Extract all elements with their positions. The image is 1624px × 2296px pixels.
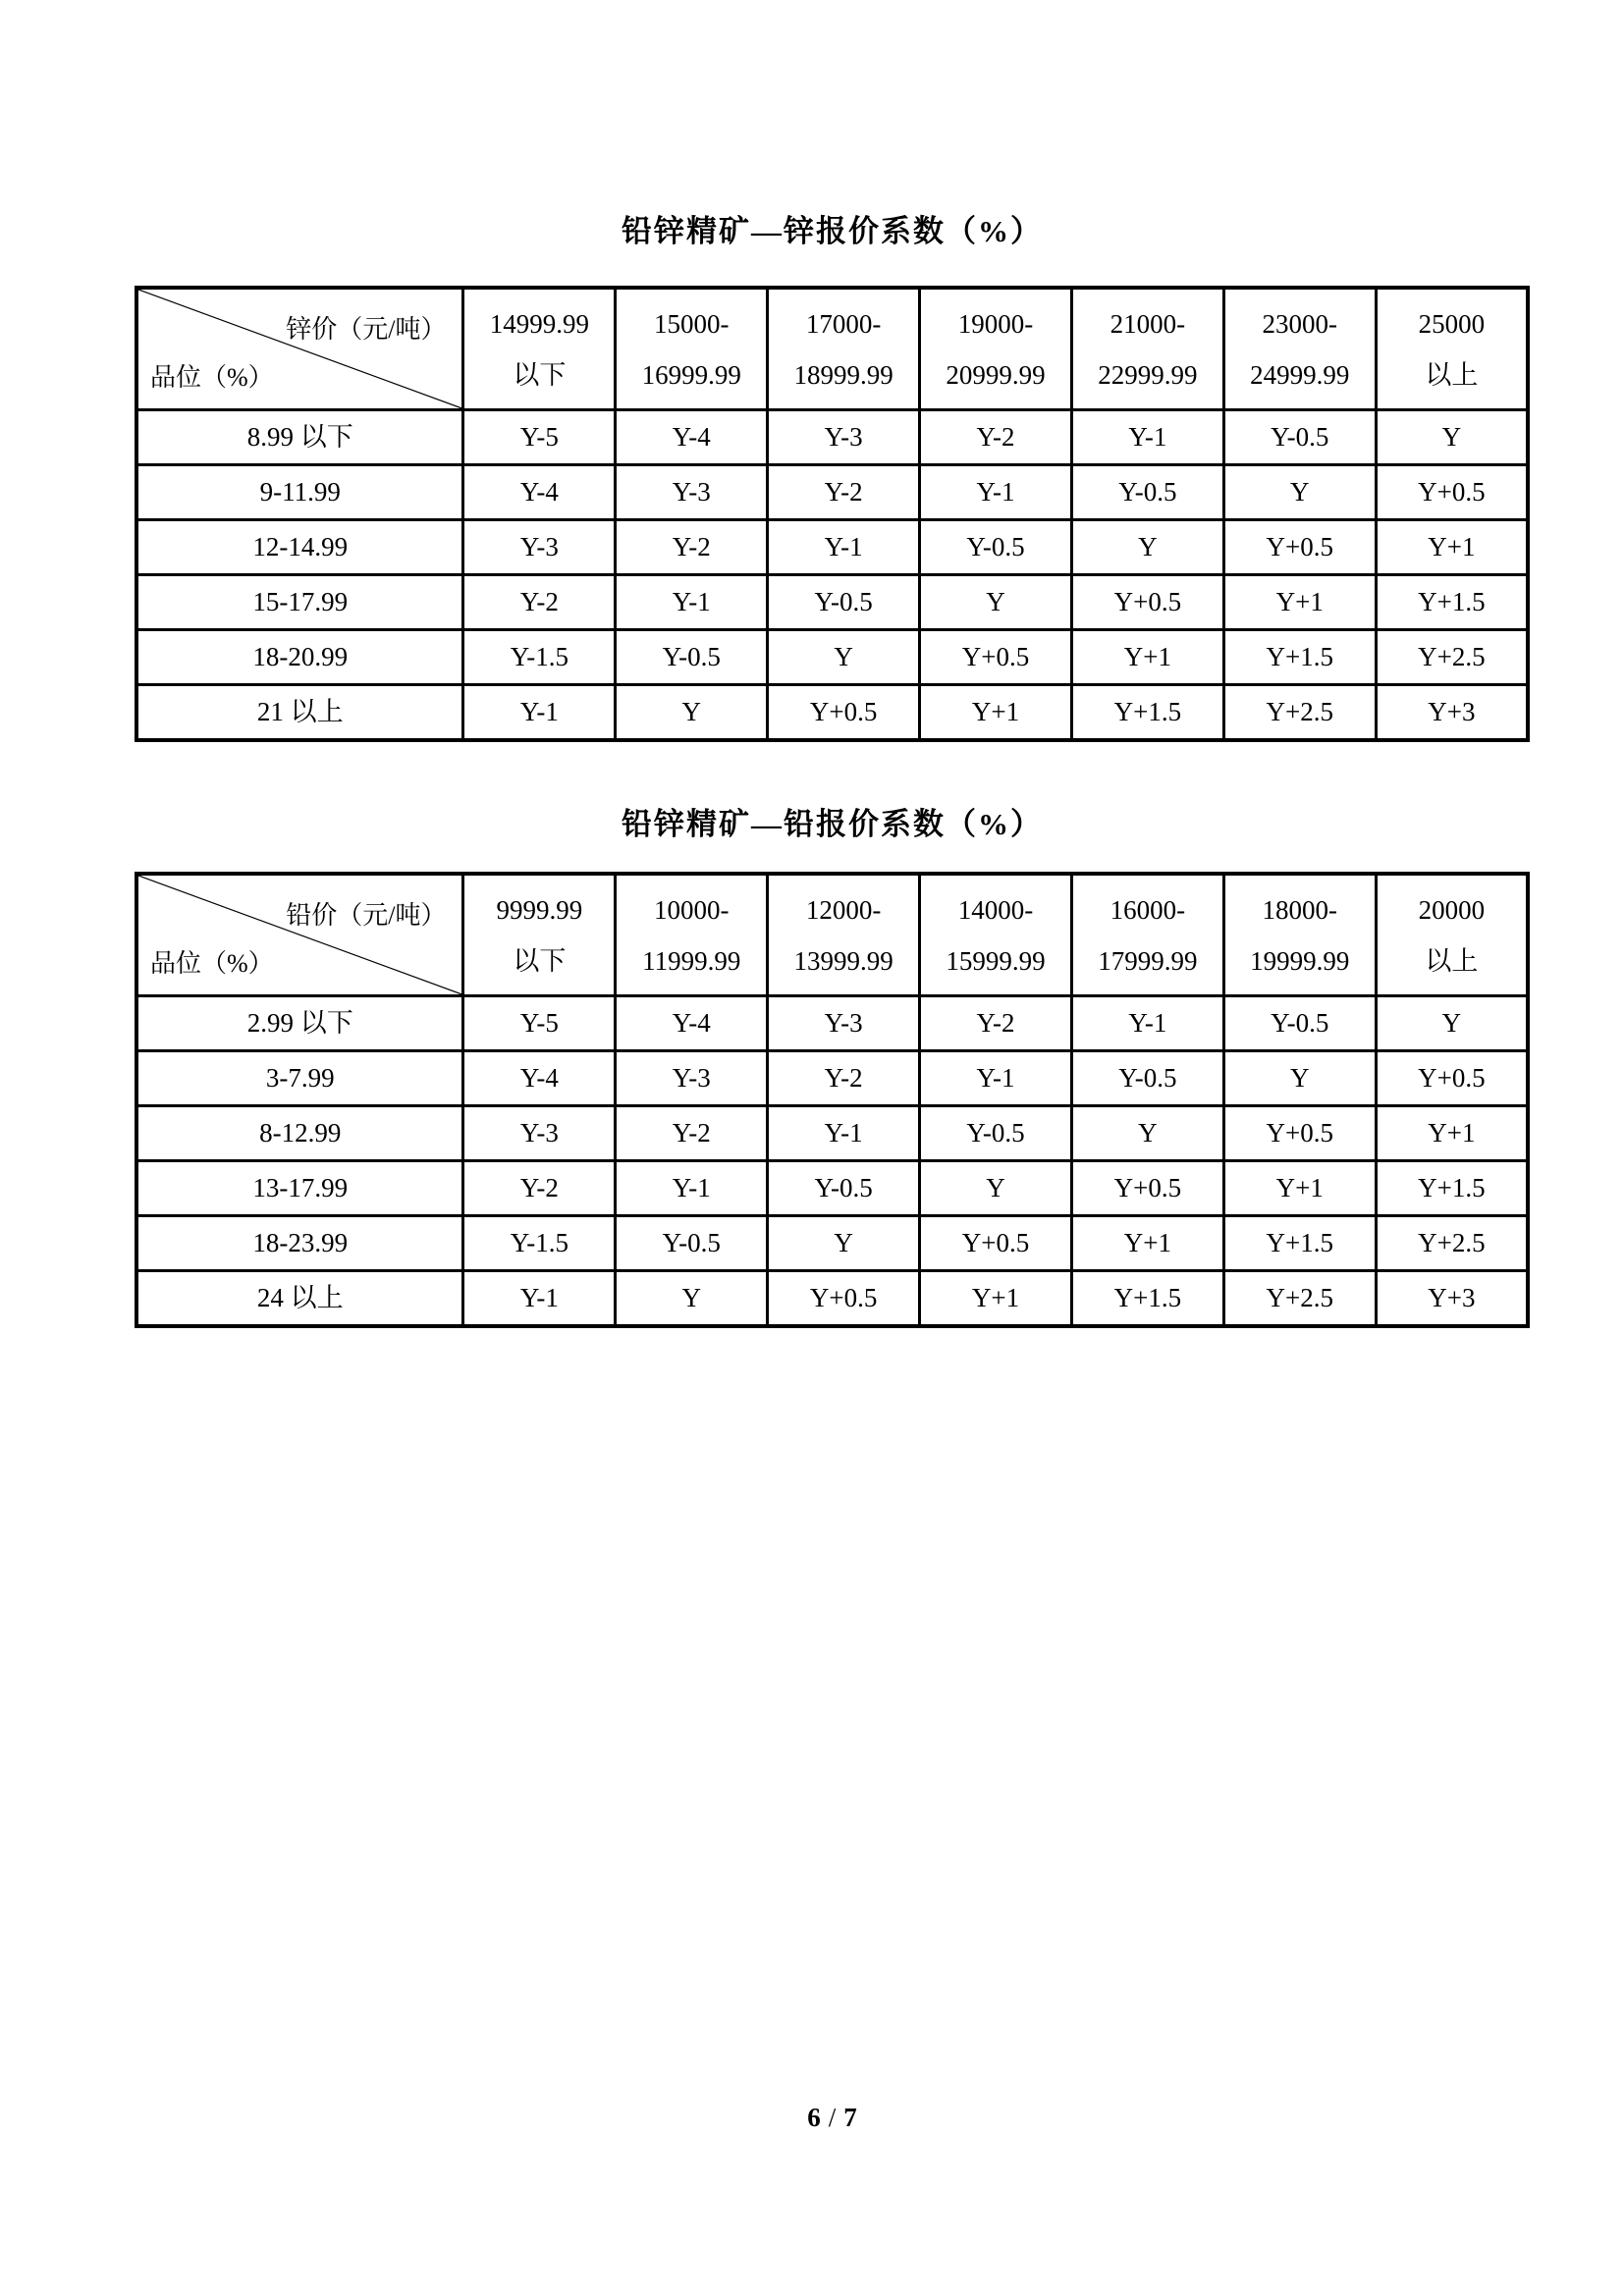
col-header-cell	[1376, 288, 1528, 410]
value-cell: Y+1.5	[1223, 630, 1376, 685]
col-header-cell	[1071, 288, 1223, 410]
col-header-line: 19999.99	[1250, 945, 1350, 976]
col-header-cell	[1376, 874, 1528, 996]
col-header-line: 24999.99	[1250, 359, 1350, 390]
value-cell: Y+1	[1071, 630, 1223, 685]
value-cell: Y+0.5	[768, 685, 920, 741]
value-cell: Y-1	[768, 520, 920, 575]
value-cell: Y+1.5	[1376, 1161, 1528, 1216]
value-cell: Y	[1223, 1051, 1376, 1106]
col-header-line: 以下	[513, 359, 567, 390]
col-header-cell	[463, 874, 616, 996]
value-cell: Y+1	[1071, 1216, 1223, 1271]
value-cell: Y-2	[768, 1051, 920, 1106]
page-content	[135, 0, 1530, 1328]
value-cell: Y-0.5	[1223, 410, 1376, 465]
col-header-line: 15999.99	[946, 945, 1046, 976]
col-header-line: 11999.99	[642, 945, 741, 976]
col-header-cell	[1071, 874, 1223, 996]
value-cell: Y	[616, 685, 768, 741]
col-header-line: 以上	[1425, 945, 1479, 976]
value-cell: Y-2	[463, 575, 616, 630]
value-cell: Y-1	[768, 1106, 920, 1161]
value-cell: Y-4	[463, 465, 616, 520]
value-cell: Y+1	[1223, 575, 1376, 630]
row-label-cell: 9-11.99	[136, 465, 463, 520]
value-cell: Y+2.5	[1223, 1271, 1376, 1327]
row-label-cell: 8.99 以下	[136, 410, 463, 465]
col-header-line: 25000	[1418, 308, 1486, 339]
value-cell: Y-2	[616, 1106, 768, 1161]
table-row	[136, 1051, 1528, 1106]
value-cell: Y+3	[1376, 1271, 1528, 1327]
page-number-total: 7	[843, 2103, 857, 2132]
value-cell: Y+0.5	[920, 630, 1072, 685]
col-header-cell	[1223, 874, 1376, 996]
value-cell: Y+0.5	[768, 1271, 920, 1327]
value-cell: Y	[1223, 465, 1376, 520]
value-cell: Y	[768, 1216, 920, 1271]
table-row	[136, 575, 1528, 630]
table-row	[136, 1161, 1528, 1216]
value-cell: Y-1	[463, 685, 616, 741]
value-cell: Y-0.5	[616, 630, 768, 685]
col-header-cell	[616, 288, 768, 410]
col-header-line: 10000-	[654, 894, 730, 925]
value-cell: Y	[920, 575, 1072, 630]
row-label-cell: 2.99 以下	[136, 996, 463, 1051]
value-cell: Y-3	[616, 465, 768, 520]
col-header-line: 12000-	[805, 894, 882, 925]
value-cell: Y+1.5	[1223, 1216, 1376, 1271]
col-header-line: 19000-	[957, 308, 1034, 339]
row-label-cell: 12-14.99	[136, 520, 463, 575]
corner-cell	[136, 288, 463, 410]
value-cell: Y	[1376, 996, 1528, 1051]
zinc-coefficient-table	[135, 286, 1530, 742]
value-cell: Y-1	[1071, 996, 1223, 1051]
value-cell: Y+0.5	[1071, 1161, 1223, 1216]
value-cell: Y+2.5	[1376, 1216, 1528, 1271]
value-cell: Y-2	[463, 1161, 616, 1216]
col-header-line: 13999.99	[793, 945, 893, 976]
value-cell: Y-4	[616, 996, 768, 1051]
table-row	[136, 1271, 1528, 1327]
row-label-cell: 3-7.99	[136, 1051, 463, 1106]
value-cell: Y-0.5	[1071, 465, 1223, 520]
col-header-line: 17000-	[805, 308, 882, 339]
col-header-line: 18000-	[1262, 894, 1338, 925]
value-cell: Y-0.5	[1223, 996, 1376, 1051]
value-cell: Y-0.5	[768, 575, 920, 630]
value-cell: Y-2	[768, 465, 920, 520]
row-label-cell: 24 以上	[136, 1271, 463, 1327]
value-cell: Y+1	[920, 685, 1072, 741]
value-cell: Y-0.5	[768, 1161, 920, 1216]
value-cell: Y-2	[920, 996, 1072, 1051]
value-cell: Y+2.5	[1223, 685, 1376, 741]
table-row	[136, 1216, 1528, 1271]
corner-cell	[136, 874, 463, 996]
header-row	[136, 874, 1528, 996]
value-cell: Y+0.5	[1223, 1106, 1376, 1161]
value-cell: Y+1	[920, 1271, 1072, 1327]
col-header-cell	[768, 288, 920, 410]
value-cell: Y-1.5	[463, 630, 616, 685]
col-header-cell	[920, 288, 1072, 410]
value-cell: Y+0.5	[1376, 465, 1528, 520]
col-header-line: 9999.99	[496, 894, 583, 925]
value-cell: Y+1	[1223, 1161, 1376, 1216]
value-cell: Y+1.5	[1376, 575, 1528, 630]
lead-table-title: 铅锌精矿—铅报价系数（%）	[622, 807, 1043, 841]
table-row	[136, 520, 1528, 575]
col-header-line: 14000-	[957, 894, 1034, 925]
table-row	[136, 630, 1528, 685]
value-cell: Y-1	[1071, 410, 1223, 465]
value-cell: Y+0.5	[1376, 1051, 1528, 1106]
page-number-current: 6	[807, 2103, 821, 2132]
value-cell: Y	[768, 630, 920, 685]
value-cell: Y-3	[768, 410, 920, 465]
col-header-line: 16000-	[1110, 894, 1186, 925]
row-label-cell: 21 以上	[136, 685, 463, 741]
value-cell: Y-0.5	[920, 1106, 1072, 1161]
price-axis-label: 铅价（元/吨）	[286, 901, 447, 930]
value-cell: Y+1.5	[1071, 685, 1223, 741]
page-footer	[135, 2103, 1530, 2133]
price-axis-label: 锌价（元/吨）	[286, 315, 447, 344]
value-cell: Y-2	[616, 520, 768, 575]
table-row	[136, 1106, 1528, 1161]
value-cell: Y+1	[1376, 520, 1528, 575]
table-row	[136, 685, 1528, 741]
value-cell: Y-0.5	[920, 520, 1072, 575]
value-cell: Y+1.5	[1071, 1271, 1223, 1327]
grade-axis-label: 品位（%）	[150, 949, 274, 978]
value-cell: Y-5	[463, 410, 616, 465]
row-label-cell: 13-17.99	[136, 1161, 463, 1216]
value-cell: Y+1	[1376, 1106, 1528, 1161]
value-cell: Y-5	[463, 996, 616, 1051]
value-cell: Y	[1071, 1106, 1223, 1161]
col-header-line: 以下	[513, 945, 567, 976]
col-header-line: 14999.99	[489, 308, 590, 339]
col-header-cell	[1223, 288, 1376, 410]
value-cell: Y-0.5	[616, 1216, 768, 1271]
value-cell: Y+3	[1376, 685, 1528, 741]
value-cell: Y-1	[616, 575, 768, 630]
col-header-line: 23000-	[1262, 308, 1338, 339]
value-cell: Y-0.5	[1071, 1051, 1223, 1106]
value-cell: Y+0.5	[1071, 575, 1223, 630]
value-cell: Y+0.5	[1223, 520, 1376, 575]
page-number-separator: /	[828, 2103, 837, 2132]
value-cell: Y-3	[463, 1106, 616, 1161]
value-cell: Y-2	[920, 410, 1072, 465]
header-row	[136, 288, 1528, 410]
value-cell: Y+0.5	[920, 1216, 1072, 1271]
value-cell: Y-1.5	[463, 1216, 616, 1271]
value-cell: Y	[1071, 520, 1223, 575]
value-cell: Y-1	[920, 465, 1072, 520]
col-header-line: 20999.99	[946, 359, 1046, 390]
col-header-line: 以上	[1425, 359, 1479, 390]
table-row	[136, 465, 1528, 520]
value-cell: Y-4	[463, 1051, 616, 1106]
col-header-line: 21000-	[1110, 308, 1186, 339]
table-row	[136, 410, 1528, 465]
col-header-line: 17999.99	[1098, 945, 1198, 976]
row-label-cell: 18-20.99	[136, 630, 463, 685]
value-cell: Y	[1376, 410, 1528, 465]
value-cell: Y-1	[616, 1161, 768, 1216]
zinc-table-title: 铅锌精矿—锌报价系数（%）	[622, 214, 1043, 248]
value-cell: Y+2.5	[1376, 630, 1528, 685]
row-label-cell: 8-12.99	[136, 1106, 463, 1161]
value-cell: Y-1	[920, 1051, 1072, 1106]
col-header-line: 22999.99	[1098, 359, 1198, 390]
value-cell: Y	[920, 1161, 1072, 1216]
lead-coefficient-table	[135, 872, 1530, 1328]
col-header-cell	[768, 874, 920, 996]
row-label-cell: 18-23.99	[136, 1216, 463, 1271]
value-cell: Y-1	[463, 1271, 616, 1327]
value-cell: Y	[616, 1271, 768, 1327]
col-header-cell	[920, 874, 1072, 996]
value-cell: Y-3	[463, 520, 616, 575]
value-cell: Y-4	[616, 410, 768, 465]
grade-axis-label: 品位（%）	[150, 363, 274, 392]
row-label-cell: 15-17.99	[136, 575, 463, 630]
col-header-cell	[463, 288, 616, 410]
col-header-line: 20000	[1418, 894, 1486, 925]
table-row	[136, 996, 1528, 1051]
col-header-line: 15000-	[654, 308, 730, 339]
value-cell: Y-3	[768, 996, 920, 1051]
col-header-line: 16999.99	[641, 359, 741, 390]
value-cell: Y-3	[616, 1051, 768, 1106]
col-header-line: 18999.99	[793, 359, 893, 390]
col-header-cell	[616, 874, 768, 996]
